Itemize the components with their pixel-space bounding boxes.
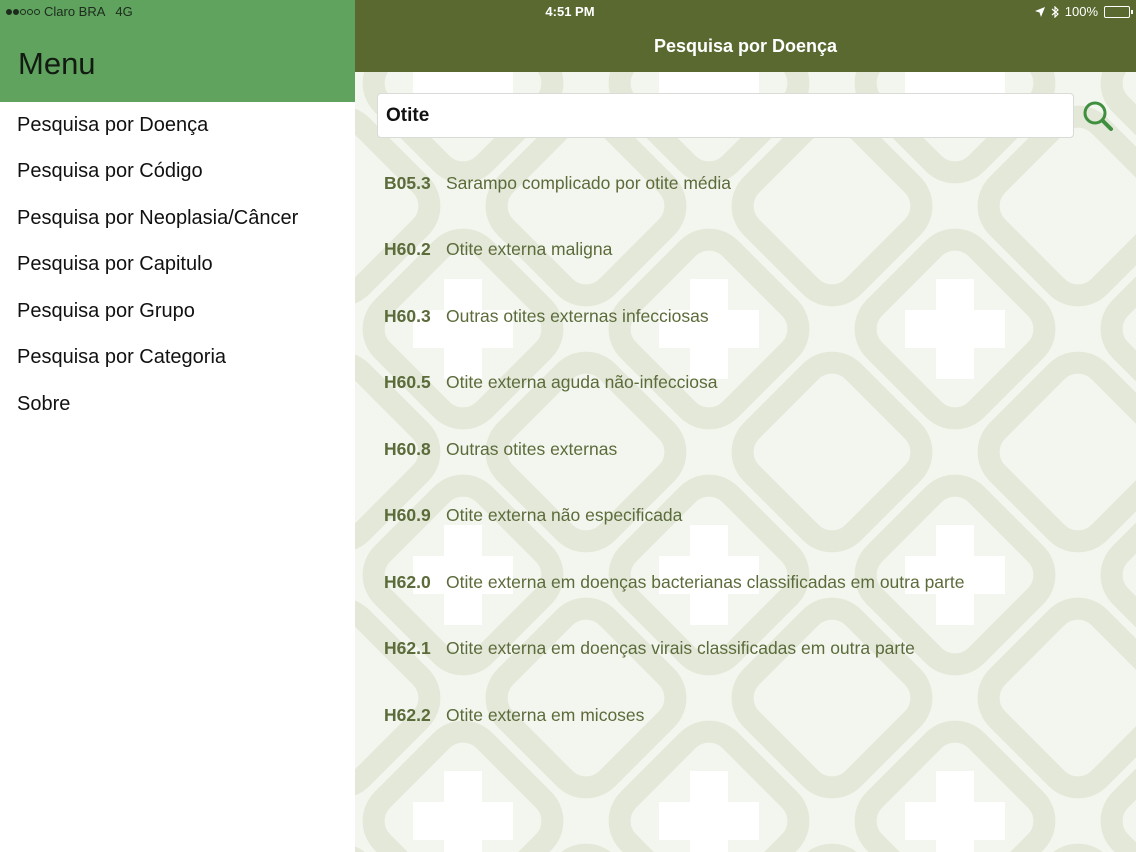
menu-item-pesquisa-capitulo[interactable]: Pesquisa por Capitulo [17,253,213,276]
signal-strength-icon [6,9,40,15]
search-results-list [355,150,1136,749]
result-description: Otite externa em doenças virais classificadas em outra parte [446,638,915,659]
result-row[interactable] [355,350,1136,417]
menu-item-pesquisa-codigo[interactable]: Pesquisa por Código [17,160,203,183]
menu-list [0,102,355,428]
result-description: Otite externa em micoses [446,704,645,725]
result-row[interactable] [355,682,1136,749]
menu-item-pesquisa-grupo[interactable]: Pesquisa por Grupo [17,299,195,322]
result-description: Otite externa maligna [446,239,613,260]
main-content [355,0,1136,852]
result-description: Otite externa aguda não-infecciosa [446,372,718,393]
result-description: Outras otites externas [446,438,618,459]
result-code: H60.3 [384,305,431,326]
result-row[interactable] [355,549,1136,616]
menu-item-pesquisa-neoplasia[interactable]: Pesquisa por Neoplasia/Câncer [17,206,299,229]
menu-title: Menu [18,46,96,81]
network-type: 4G [115,4,133,19]
result-code: H62.0 [384,571,431,592]
menu-item-sobre[interactable]: Sobre [17,392,71,415]
result-code: B05.3 [384,172,431,193]
result-row[interactable] [355,483,1136,550]
search-icon [1081,99,1115,133]
result-code: H60.5 [384,372,431,393]
carrier-name: Claro BRA [44,4,106,19]
result-code: H60.2 [384,239,431,260]
result-row[interactable] [355,416,1136,483]
result-code: H62.2 [384,704,431,725]
result-code: H62.1 [384,638,431,659]
result-row[interactable] [355,217,1136,284]
status-bar-left [6,4,133,19]
result-code: H60.8 [384,438,431,459]
navigation-bar [355,0,1136,72]
result-description: Otite externa em doenças bacterianas classificadas em outra parte [446,571,965,592]
status-time: 4:51 PM [545,4,595,19]
battery-icon [1104,6,1130,18]
result-code: H60.9 [384,505,431,526]
result-description: Sarampo complicado por otite média [446,172,732,193]
search-button[interactable] [1081,99,1115,133]
status-bar-right [1035,4,1130,19]
result-row[interactable] [355,150,1136,217]
result-row[interactable] [355,283,1136,350]
bluetooth-icon [1051,6,1059,18]
result-description: Outras otites externas infecciosas [446,305,709,326]
side-menu [0,0,355,852]
location-arrow-icon [1035,7,1045,17]
battery-percentage: 100% [1064,4,1098,19]
page-title: Pesquisa por Doença [653,36,838,56]
menu-item-pesquisa-categoria[interactable]: Pesquisa por Categoria [17,346,227,369]
result-description: Otite externa não especificada [446,505,683,526]
side-menu-header [0,0,355,102]
result-row[interactable] [355,616,1136,683]
menu-item-pesquisa-doenca[interactable]: Pesquisa por Doença [17,113,209,136]
search-input[interactable] [377,93,1074,138]
